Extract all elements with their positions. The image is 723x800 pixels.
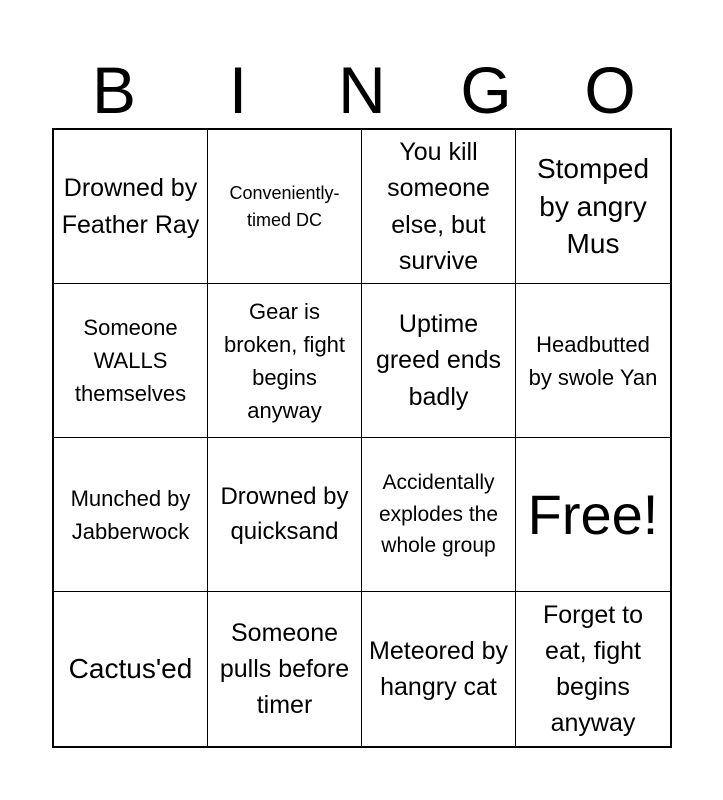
bingo-cell[interactable]: Conveniently-timed DC (208, 130, 362, 284)
bingo-cell[interactable]: You kill someone else, but survive (362, 130, 516, 284)
bingo-cell[interactable]: Stomped by angry Mus (516, 130, 670, 284)
header-letter-b: B (91, 53, 137, 127)
bingo-cell[interactable]: Cactus'ed (54, 592, 208, 746)
bingo-cell[interactable]: Someone pulls before timer (208, 592, 362, 746)
bingo-cell[interactable]: Gear is broken, fight begins anyway (208, 284, 362, 438)
bingo-board (52, 128, 672, 748)
bingo-cell[interactable]: Munched by Jabberwock (54, 438, 208, 592)
bingo-header (52, 52, 672, 128)
bingo-cell[interactable]: Meteored by hangry cat (362, 592, 516, 746)
bingo-cell[interactable]: Drowned by quicksand (208, 438, 362, 592)
bingo-cell[interactable]: Headbutted by swole Yan (516, 284, 670, 438)
bingo-cell[interactable]: Someone WALLS themselves (54, 284, 208, 438)
bingo-cell[interactable]: Forget to eat, fight begins anyway (542, 600, 644, 738)
header-letter-g: G (460, 53, 512, 127)
bingo-cell[interactable]: Drowned by Feather Ray (54, 130, 208, 284)
bingo-cell[interactable]: Accidentally explodes the whole group (362, 438, 516, 592)
bingo-cell[interactable]: Uptime greed ends badly (362, 284, 516, 438)
header-letter-o: O (584, 53, 636, 127)
free-space-cell[interactable]: Free! (516, 438, 670, 592)
header-letter-i: I (228, 53, 248, 127)
header-letter-n: N (338, 53, 386, 127)
